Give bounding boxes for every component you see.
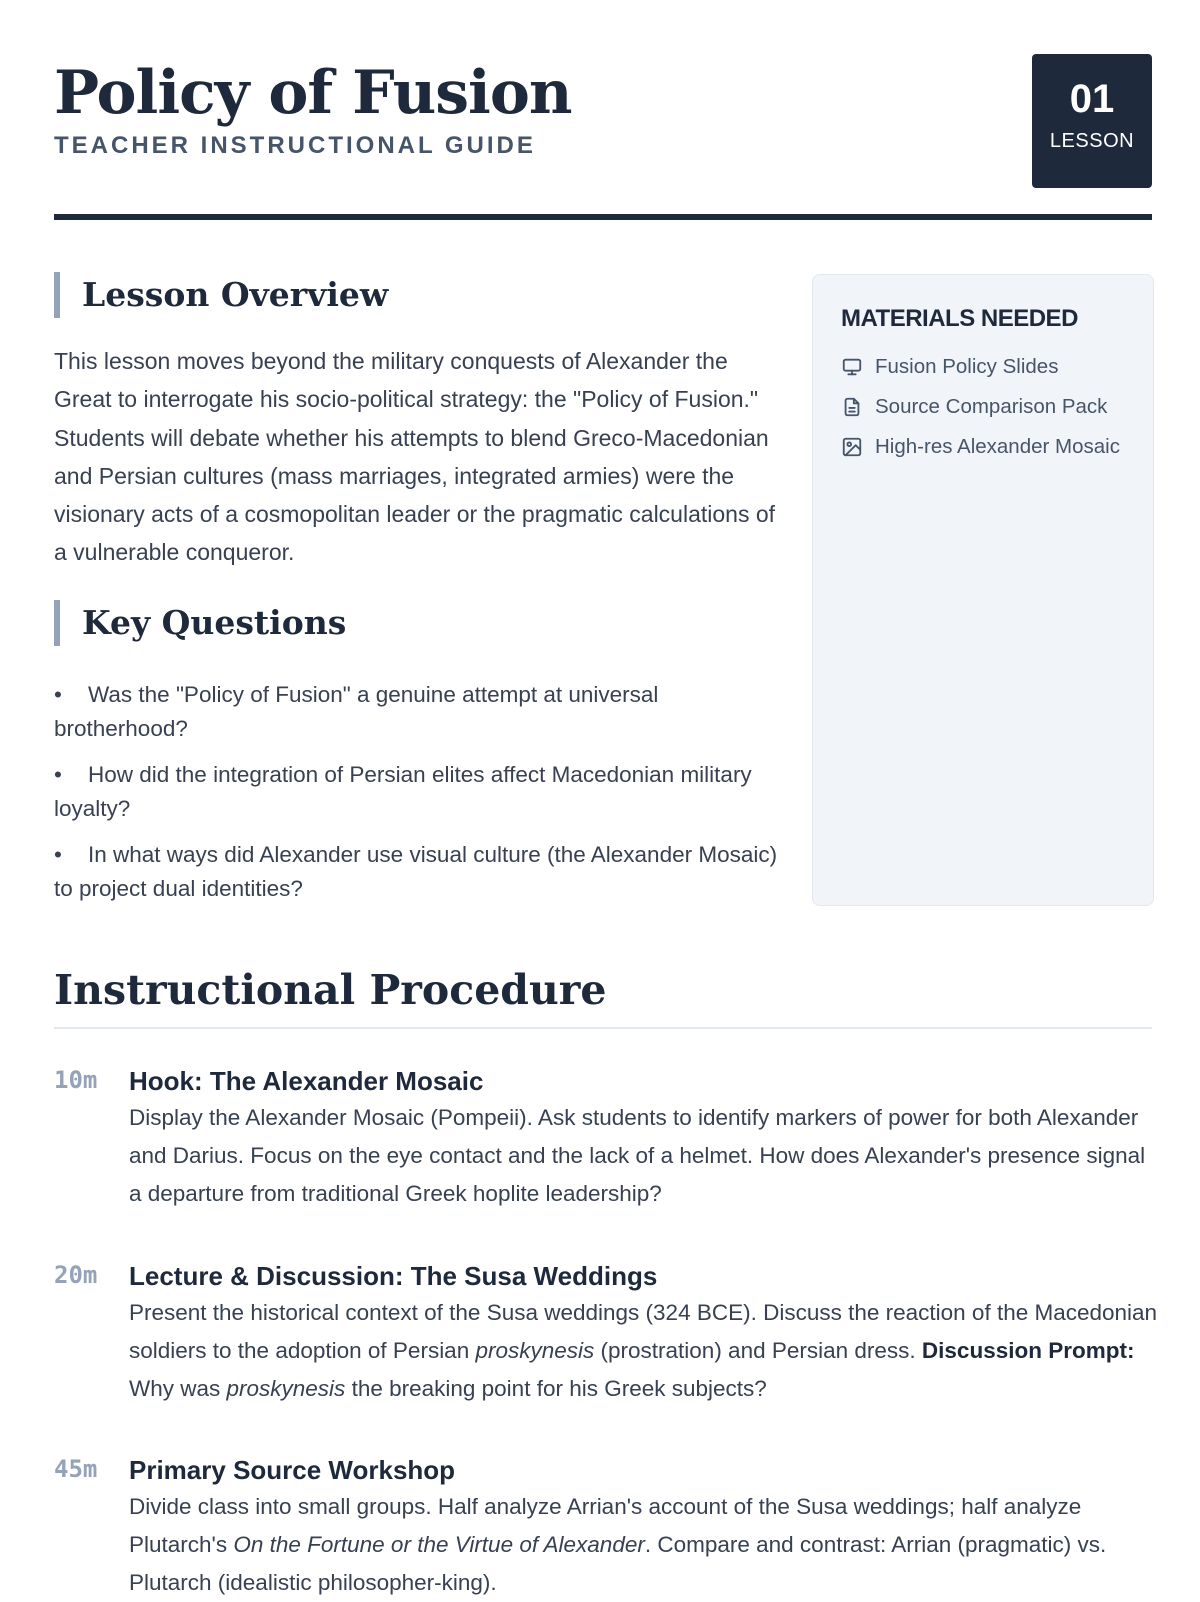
lesson-badge	[1032, 54, 1152, 188]
key-questions-heading: Key Questions	[54, 600, 346, 646]
procedure-heading: Instructional Procedure	[54, 966, 607, 1014]
monitor-icon	[841, 356, 863, 378]
materials-list	[841, 353, 1131, 473]
step-text: the breaking point for his Greek subjects?	[345, 1376, 767, 1401]
step-title: Hook: The Alexander Mosaic	[129, 1066, 484, 1096]
term-proskynesis: proskynesis	[475, 1338, 595, 1363]
page-title: Policy of Fusion	[54, 58, 572, 128]
procedure-divider	[54, 1027, 1152, 1029]
material-item-mosaic[interactable]	[841, 433, 1131, 460]
step-title: Primary Source Workshop	[129, 1455, 456, 1485]
materials-panel	[812, 274, 1154, 906]
overview-text: This lesson moves beyond the military conquests of Alexander the Great to interrogate his socio-political strategy: the "Policy of Fusion." Students will debate whether his attempts to blend Greco-Macedonian and Persian cultures (mass marriages, integrated armies) were the visionary acts of a cosmopolitan leader or the pragmatic calculations of a vulnerable conqueror.	[54, 348, 776, 566]
material-item-source-pack[interactable]	[841, 393, 1131, 420]
step-body	[129, 1063, 1159, 1213]
discussion-prompt-label: Discussion Prompt:	[921, 1338, 1135, 1363]
step-body	[129, 1452, 1159, 1602]
image-icon	[841, 436, 863, 458]
lesson-label: LESSON	[1049, 130, 1135, 152]
step-text: Present the historical context of the Susa weddings (324 BCE). Discuss the reaction of the Macedonian soldiers to the adoption of Persian	[129, 1300, 1158, 1363]
step-duration: 45m	[54, 1455, 98, 1483]
materials-heading: MATERIALS NEEDED	[841, 305, 1078, 332]
key-questions-list	[54, 678, 784, 918]
term-proskynesis: proskynesis	[226, 1376, 346, 1401]
step-description: Display the Alexander Mosaic (Pompeii). Ask students to identify markers of power for both Alexander and Darius. Focus on the eye contact and the lack of a helmet. How does Alexander's presence signal a departure from traditional Greek hoplite leadership?	[129, 1105, 1146, 1206]
page-header	[54, 50, 1152, 184]
material-label: Fusion Policy Slides	[875, 355, 1059, 378]
lesson-number: 01	[1069, 77, 1115, 121]
step-title: Lecture & Discussion: The Susa Weddings	[129, 1261, 658, 1291]
step-text: . Compare and contrast: Arrian (pragmatic) vs. Plutarch (idealistic philosopher-king).	[129, 1532, 1107, 1595]
material-label: Source Comparison Pack	[875, 395, 1108, 418]
step-body	[129, 1258, 1159, 1408]
key-question-item: • In what ways did Alexander use visual culture (the Alexander Mosaic) to project dual identities?	[54, 838, 784, 906]
key-question-item: • How did the integration of Persian elites affect Macedonian military loyalty?	[54, 758, 784, 826]
material-item-slides[interactable]	[841, 353, 1131, 380]
step-description	[129, 1488, 1159, 1602]
step-text: Why was	[129, 1376, 227, 1401]
step-text: Divide class into small groups. Half analyze Arrian's account of the Susa weddings; half analyze Plutarch's	[129, 1494, 1082, 1557]
overview-heading: Lesson Overview	[54, 272, 388, 318]
header-divider	[54, 214, 1152, 220]
material-label: High-res Alexander Mosaic	[875, 435, 1120, 458]
step-duration: 10m	[54, 1066, 98, 1094]
work-title: On the Fortune or the Virtue of Alexander	[233, 1532, 645, 1557]
step-description	[129, 1294, 1159, 1408]
step-text: (prostration) and Persian dress.	[594, 1338, 922, 1363]
step-duration: 20m	[54, 1261, 98, 1289]
page-subtitle: TEACHER INSTRUCTIONAL GUIDE	[54, 132, 536, 159]
document-icon	[841, 396, 863, 418]
key-question-item: • Was the "Policy of Fusion" a genuine attempt at universal brotherhood?	[54, 678, 784, 746]
